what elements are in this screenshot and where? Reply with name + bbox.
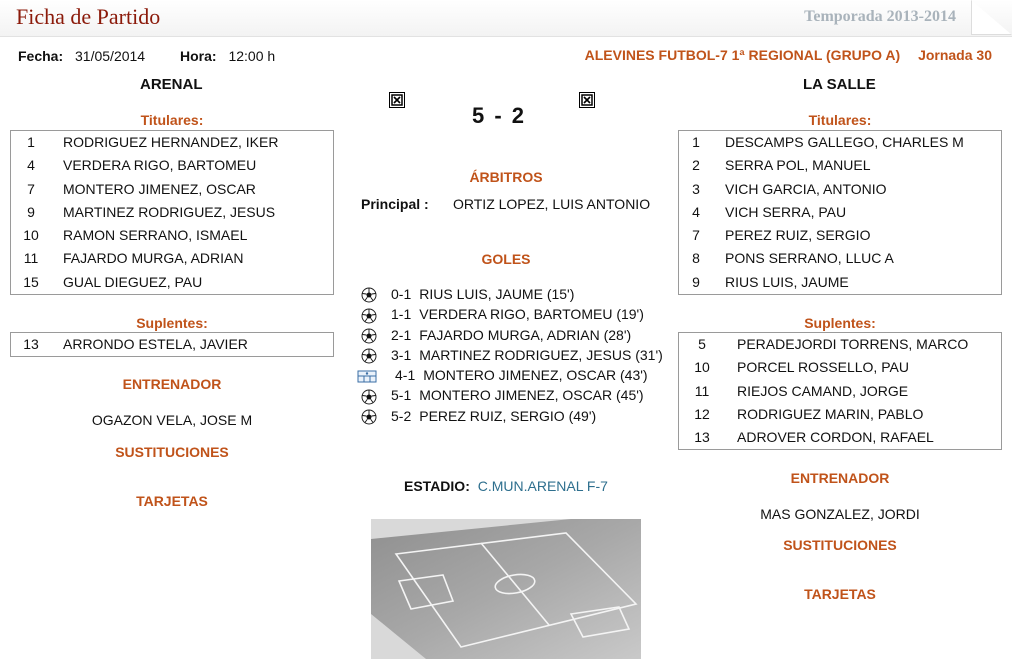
home-titulares-title: Titulares: xyxy=(140,112,204,128)
goal-score: 5-1 xyxy=(391,387,412,404)
player-name: ADROVER CORDON, RAFAEL xyxy=(737,429,934,446)
player-name: PONS SERRANO, LLUC A xyxy=(725,250,894,267)
ball-icon xyxy=(361,348,377,364)
goal-score: 1-1 xyxy=(391,306,412,323)
player-number: 8 xyxy=(692,250,700,267)
player-number: 13 xyxy=(694,429,710,446)
stadium-link[interactable]: C.MUN.ARENAL F-7 xyxy=(477,478,608,494)
player-row xyxy=(679,131,1001,154)
player-name: SERRA POL, MANUEL xyxy=(725,157,871,174)
away-titulares-title: Titulares: xyxy=(808,112,872,128)
player-name: PEREZ RUIZ, SERGIO xyxy=(725,227,871,244)
goal-score: 3-1 xyxy=(391,346,412,363)
away-suplentes-title: Suplentes: xyxy=(804,315,876,331)
ball-icon xyxy=(361,389,377,405)
player-number: 7 xyxy=(692,227,700,244)
player-row xyxy=(11,333,333,356)
goal-scorer: RIUS LUIS, JAUME (15') xyxy=(419,286,575,302)
player-name: RAMON SERRANO, ISMAEL xyxy=(63,227,248,244)
player-name: VERDERA RIGO, BARTOMEU xyxy=(63,157,257,174)
player-name: RIUS LUIS, JAUME xyxy=(725,273,849,290)
player-number: 1 xyxy=(692,134,700,150)
referee-name: ORTIZ LOPEZ, LUIS ANTONIO xyxy=(453,196,651,212)
player-row xyxy=(679,201,1001,224)
player-row xyxy=(679,178,1001,201)
goal-score: 5-2 xyxy=(391,407,412,424)
goal-scorer: VERDERA RIGO, BARTOMEU (19') xyxy=(419,306,644,323)
player-number: 11 xyxy=(694,382,710,399)
ball-icon xyxy=(361,287,377,303)
match-date xyxy=(18,48,145,64)
player-row xyxy=(11,154,333,177)
goal-scorer: FAJARDO MURGA, ADRIAN (28') xyxy=(419,326,632,343)
player-number: 5 xyxy=(698,336,706,352)
time-value: 12:00 h xyxy=(228,48,276,64)
player-row xyxy=(679,380,1001,403)
goals-list xyxy=(361,284,681,426)
home-crest-icon xyxy=(389,92,405,108)
date-label: Fecha: xyxy=(18,48,64,64)
player-number: 2 xyxy=(692,157,700,174)
goal-row xyxy=(361,406,681,426)
ball-icon xyxy=(361,308,377,324)
player-name: FAJARDO MURGA, ADRIAN xyxy=(63,250,244,267)
goal-row xyxy=(361,365,681,385)
player-row xyxy=(679,247,1001,270)
player-name: RIEJOS CAMAND, JORGE xyxy=(737,382,909,399)
player-name: MARTINEZ RODRIGUEZ, JESUS xyxy=(63,203,276,220)
player-name: RODRIGUEZ MARIN, PABLO xyxy=(737,405,924,422)
goal-row xyxy=(361,345,681,365)
away-team-name: LA SALLE xyxy=(803,76,876,93)
goal-scorer: MONTERO JIMENEZ, OSCAR (45') xyxy=(419,387,644,404)
player-row xyxy=(679,224,1001,247)
home-entrenador-title: ENTRENADOR xyxy=(122,376,222,392)
date-value: 31/05/2014 xyxy=(75,48,146,64)
player-number: 10 xyxy=(23,227,39,244)
goal-scorer: MONTERO JIMENEZ, OSCAR (43') xyxy=(423,367,648,384)
away-tarjetas-title: TARJETAS xyxy=(804,586,876,602)
player-number: 4 xyxy=(27,157,35,174)
player-name: PERADEJORDI TORRENS, MARCO xyxy=(737,336,969,352)
player-number: 11 xyxy=(23,250,39,267)
player-name: RODRIGUEZ HERNANDEZ, IKER xyxy=(63,134,279,150)
player-name: ARRONDO ESTELA, JAVIER xyxy=(63,336,248,352)
match-score: 5 - 2 xyxy=(472,103,527,128)
player-name: PORCEL ROSSELLO, PAU xyxy=(737,359,909,376)
home-suplentes-list xyxy=(10,332,334,357)
away-suplentes-list xyxy=(678,332,1002,450)
player-row xyxy=(679,356,1001,379)
goal-score: 4-1 xyxy=(395,367,416,384)
player-name: GUAL DIEGUEZ, PAU xyxy=(63,273,203,290)
home-tarjetas-title: TARJETAS xyxy=(136,493,208,509)
player-name: MONTERO JIMENEZ, OSCAR xyxy=(63,180,256,197)
player-number: 7 xyxy=(27,180,35,197)
jornada-label: Jornada 30 xyxy=(918,47,992,63)
field-image xyxy=(371,519,641,659)
stadium-label: ESTADIO: xyxy=(404,478,470,494)
player-number: 3 xyxy=(692,180,700,197)
player-number: 4 xyxy=(692,203,700,220)
away-entrenador-title: ENTRENADOR xyxy=(790,470,890,486)
player-row xyxy=(11,178,333,201)
player-row xyxy=(11,201,333,224)
page-title: Ficha de Partido xyxy=(16,4,161,29)
goal-row xyxy=(361,284,681,304)
player-row xyxy=(11,131,333,154)
goal-score: 2-1 xyxy=(391,326,412,343)
player-number: 12 xyxy=(694,405,710,422)
away-coach-name: MAS GONZALEZ, JORDI xyxy=(760,506,920,522)
competition-info xyxy=(585,47,992,63)
home-titulares-list xyxy=(10,130,334,295)
home-coach-name: OGAZON VELA, JOSE M xyxy=(91,412,253,428)
goles-title: GOLES xyxy=(481,251,531,267)
match-time xyxy=(180,48,275,64)
player-name: DESCAMPS GALLEGO, CHARLES M xyxy=(725,134,964,150)
referee-role-label: Principal : xyxy=(361,196,429,212)
competition-name: ALEVINES FUTBOL-7 1ª REGIONAL (GRUPO A) xyxy=(584,47,901,63)
player-row xyxy=(11,271,333,294)
player-name: VICH SERRA, PAU xyxy=(725,203,847,220)
time-label: Hora: xyxy=(180,48,217,64)
player-number: 15 xyxy=(23,273,39,290)
away-titulares-list xyxy=(678,130,1002,295)
goal-scorer: PEREZ RUIZ, SERGIO (49') xyxy=(419,407,597,424)
arbitros-title: ÁRBITROS xyxy=(469,169,543,185)
penalty-goal-icon xyxy=(357,368,377,384)
player-name: VICH GARCIA, ANTONIO xyxy=(725,180,887,197)
player-row xyxy=(679,271,1001,294)
away-crest-icon xyxy=(579,92,595,108)
player-row xyxy=(679,403,1001,426)
ball-icon xyxy=(361,328,377,344)
goal-row xyxy=(361,304,681,324)
away-sustituciones-title: SUSTITUCIONES xyxy=(783,537,897,553)
player-row xyxy=(679,154,1001,177)
player-row xyxy=(11,224,333,247)
goal-score: 0-1 xyxy=(391,286,412,302)
goal-row xyxy=(361,385,681,405)
player-number: 10 xyxy=(694,359,710,376)
home-suplentes-title: Suplentes: xyxy=(136,315,208,331)
player-row xyxy=(679,333,1001,356)
player-number: 9 xyxy=(692,273,700,290)
player-row xyxy=(11,247,333,270)
ball-icon xyxy=(361,409,377,425)
season-label: Temporada 2013-2014 xyxy=(804,8,956,25)
player-number: 1 xyxy=(27,134,35,150)
player-row xyxy=(679,426,1001,449)
player-number: 13 xyxy=(23,336,39,352)
home-sustituciones-title: SUSTITUCIONES xyxy=(115,444,229,460)
player-number: 9 xyxy=(27,203,35,220)
goal-scorer: MARTINEZ RODRIGUEZ, JESUS (31') xyxy=(419,346,663,363)
stadium-info xyxy=(404,478,608,494)
home-team-name: ARENAL xyxy=(140,76,203,93)
goal-row xyxy=(361,325,681,345)
